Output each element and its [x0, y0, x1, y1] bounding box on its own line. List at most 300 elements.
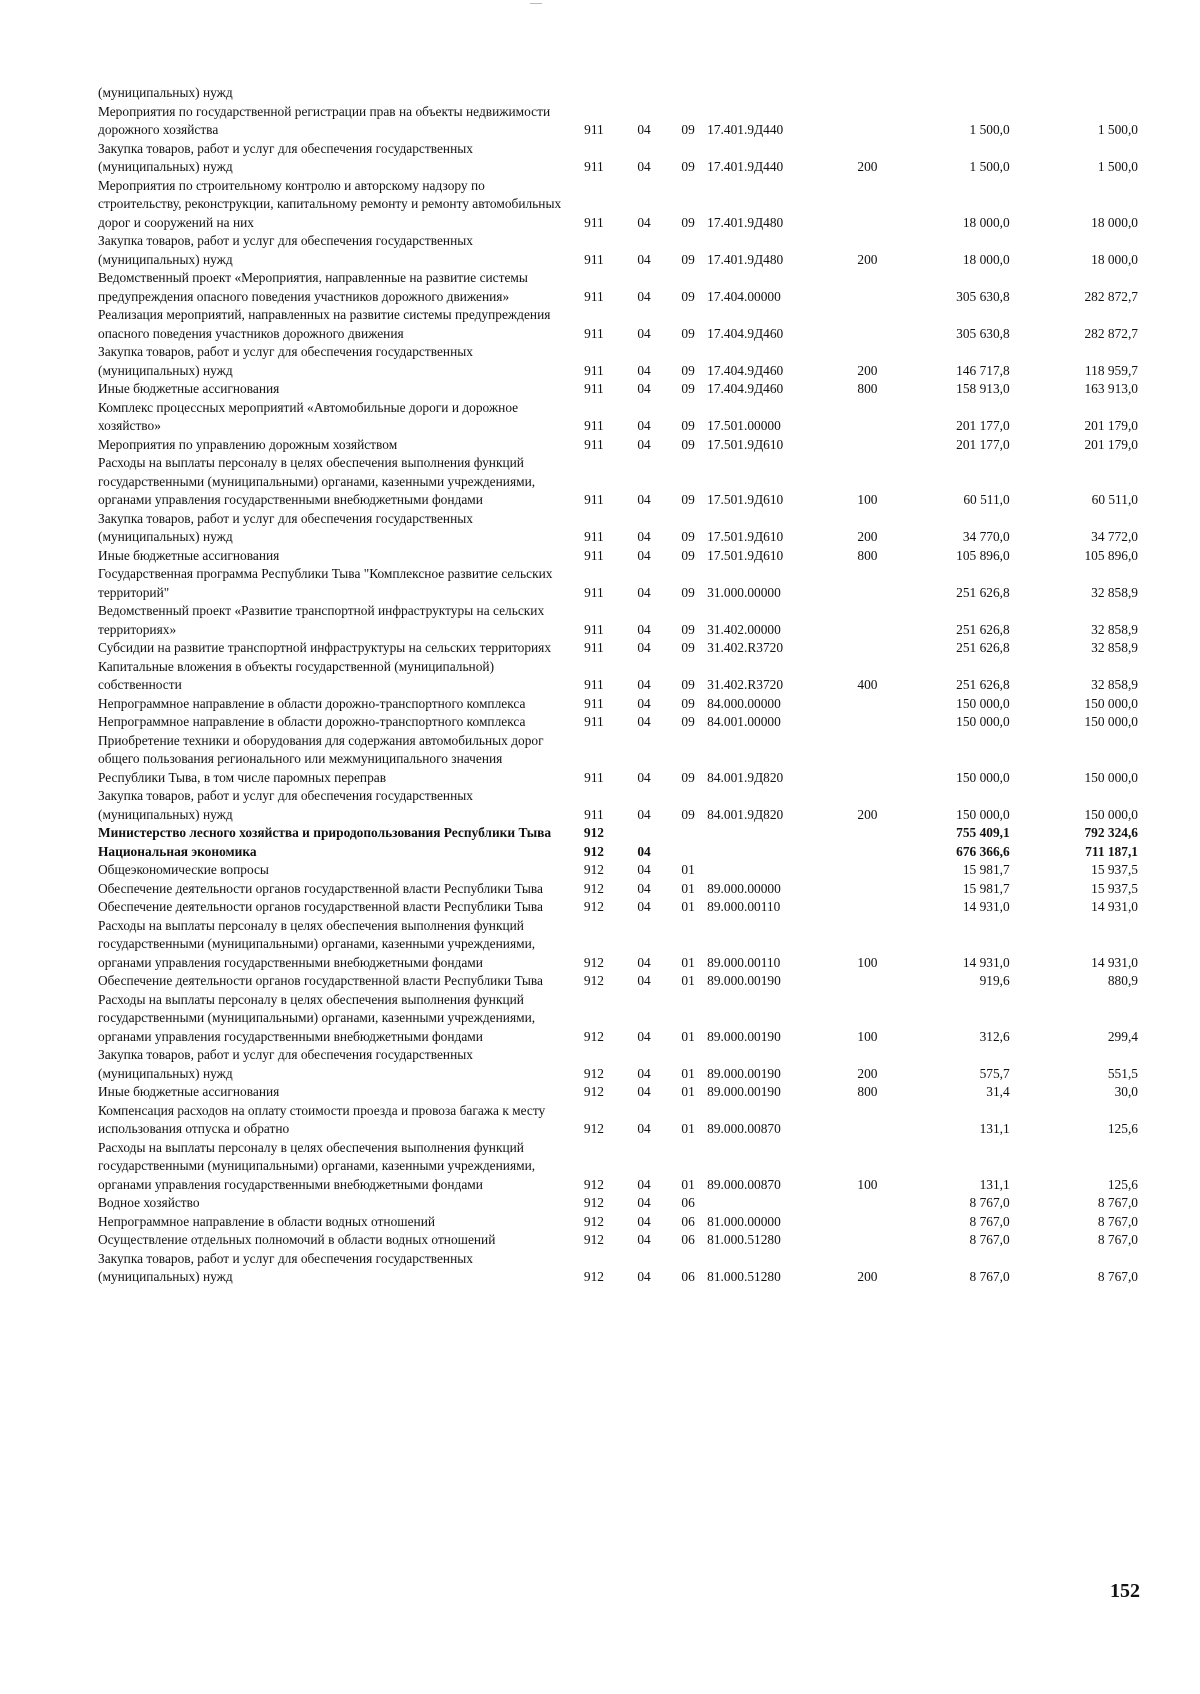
target-article-code — [707, 1194, 847, 1213]
row-name: Закупка товаров, работ и услуг для обеспечения государственных (муниципальных) нужд — [98, 788, 473, 822]
table-row — [98, 713, 1138, 732]
row-name: Приобретение техники и оборудования для содержания автомобильных дорог общего пользования регионального или межмуниципального значения Республики Тыва, в том числе паромных переправ — [98, 732, 544, 785]
subsection-code: 09 — [681, 418, 695, 433]
target-article-code: 89.000.00110 — [707, 899, 781, 914]
sum-year-1: 131,1 — [979, 1121, 1010, 1136]
sum-year-1: 305 630,8 — [956, 288, 1010, 304]
ministry-code: 911 — [584, 529, 604, 544]
sum-year-2: 1 500,0 — [1097, 122, 1138, 137]
row-name: Обеспечение деятельности органов государственной власти Республики Тыва — [98, 899, 543, 914]
subsection-code: 09 — [681, 695, 695, 711]
row-name: Расходы на выплаты персоналу в целях обеспечения выполнения функций государственными (муниципальными) органами, казенными учреждениями, органами управления государственными внебюджетными фондами — [98, 1139, 536, 1192]
sum-year-1: 150 000,0 — [956, 714, 1010, 729]
expense-type-code — [847, 732, 887, 788]
section-code: 04 — [637, 251, 651, 267]
table-row — [98, 861, 1138, 880]
ministry-code: 911 — [584, 640, 604, 655]
budget-table-body — [98, 84, 1138, 1287]
section-code: 04 — [637, 714, 651, 729]
subsection-code: 01 — [681, 880, 695, 896]
section-code: 04 — [637, 362, 651, 378]
row-name: Компенсация расходов на оплату стоимости проезда и провоза багажа к месту использования отпуска и обратно — [98, 1102, 546, 1136]
sum-year-1: 15 981,7 — [962, 862, 1010, 877]
subsection-code: 06 — [681, 1213, 695, 1229]
target-article-code: 17.501.9Д610 — [707, 492, 784, 507]
subsection-code: 09 — [681, 381, 695, 396]
subsection-code: 01 — [681, 1028, 695, 1044]
sum-year-2: 150 000,0 — [1084, 806, 1138, 822]
ministry-code: 911 — [584, 362, 604, 378]
subsection-code: 09 — [681, 806, 695, 822]
ministry-code: 912 — [583, 899, 604, 914]
section-code: 04 — [637, 547, 651, 563]
sum-year-2: 32 858,9 — [1091, 621, 1138, 637]
expense-type-code — [847, 269, 887, 306]
target-article-code: 81.000.00000 — [707, 1213, 781, 1229]
row-name: Министерство лесного хозяйства и природопользования Республики Тыва — [98, 825, 552, 840]
sum-year-2: 551,5 — [1107, 1065, 1138, 1081]
section-code — [619, 824, 669, 843]
sum-year-1: 8 767,0 — [969, 1213, 1010, 1229]
ministry-code: 911 — [584, 251, 604, 267]
sum-year-2: 125,6 — [1107, 1176, 1138, 1192]
sum-year-1: 150 000,0 — [956, 806, 1010, 822]
sum-year-1: 1 500,0 — [969, 122, 1010, 137]
table-row — [98, 177, 1138, 233]
expense-type-code: 100 — [857, 1028, 878, 1044]
scan-artifact — [530, 3, 542, 4]
target-article-code: 89.000.00190 — [707, 1084, 781, 1099]
ministry-code: 912 — [583, 1065, 604, 1081]
table-row — [98, 602, 1138, 639]
sum-year-2: 880,9 — [1107, 973, 1138, 988]
ministry-code: 912 — [583, 1028, 604, 1044]
target-article-code: 84.001.9Д820 — [707, 806, 784, 822]
sum-year-2: 18 000,0 — [1091, 214, 1138, 230]
subsection-code: 09 — [681, 436, 695, 452]
ministry-code: 911 — [584, 288, 604, 304]
target-article-code: 31.402.R3720 — [707, 640, 784, 655]
row-name: Расходы на выплаты персоналу в целях обеспечения выполнения функций государственными (муниципальными) органами, казенными учреждениями, органами управления государственными внебюджетными фондами — [98, 991, 536, 1044]
sum-year-1: 676 366,6 — [956, 843, 1010, 859]
sum-year-1: 201 177,0 — [956, 436, 1010, 452]
sum-year-1: 14 931,0 — [962, 899, 1010, 914]
target-article-code: 84.000.00000 — [707, 695, 781, 711]
sum-year-2: 163 913,0 — [1084, 381, 1138, 396]
row-name: Расходы на выплаты персоналу в целях обеспечения выполнения функций государственными (муниципальными) органами, казенными учреждениями, органами управления государственными внебюджетными фондами — [98, 917, 536, 970]
ministry-code: 912 — [583, 1232, 604, 1247]
expense-type-code — [847, 824, 887, 843]
section-code: 04 — [637, 381, 651, 396]
target-article-code: 17.401.9Д480 — [707, 251, 784, 267]
section-code: 04 — [637, 1232, 651, 1247]
row-name: Капитальные вложения в объекты государственной (муниципальной) собственности — [98, 658, 495, 692]
row-name: Закупка товаров, работ и услуг для обеспечения государственных (муниципальных) нужд — [98, 510, 473, 544]
table-row — [98, 454, 1138, 510]
subsection-code: 06 — [681, 1269, 695, 1284]
target-article-code: 89.000.00000 — [707, 880, 781, 896]
table-row — [98, 140, 1138, 177]
target-article-code: 17.401.9Д440 — [707, 122, 784, 137]
sum-year-2: 32 858,9 — [1091, 640, 1138, 655]
sum-year-2: 8 767,0 — [1097, 1195, 1138, 1210]
ministry-code: 911 — [584, 547, 604, 563]
ministry-code: 912 — [583, 862, 604, 877]
table-row — [98, 1102, 1138, 1139]
expense-type-code — [847, 861, 887, 880]
sum-year-1: 251 626,8 — [956, 621, 1010, 637]
sum-year-1: 251 626,8 — [956, 640, 1010, 655]
row-name: Закупка товаров, работ и услуг для обеспечения государственных (муниципальных) нужд — [98, 233, 473, 267]
sum-year-1: 201 177,0 — [956, 418, 1010, 433]
sum-year-2: 8 767,0 — [1097, 1232, 1138, 1247]
continuation-row — [98, 84, 1138, 103]
subsection-code: 09 — [681, 640, 695, 655]
table-row — [98, 103, 1138, 140]
table-row — [98, 787, 1138, 824]
target-article-code: 17.404.9Д460 — [707, 381, 784, 396]
row-name: Обеспечение деятельности органов государственной власти Республики Тыва — [98, 973, 543, 988]
subsection-code: 09 — [681, 492, 695, 507]
sum-year-1: 18 000,0 — [962, 251, 1010, 267]
table-row — [98, 1083, 1138, 1102]
ministry-code: 911 — [584, 621, 604, 637]
target-article-code: 89.000.00110 — [707, 954, 781, 970]
section-code: 04 — [637, 1195, 651, 1210]
section-code: 04 — [637, 1028, 651, 1044]
row-name: Закупка товаров, работ и услуг для обеспечения государственных (муниципальных) нужд — [98, 344, 473, 378]
sum-year-1: 131,1 — [979, 1176, 1010, 1192]
sum-year-2: 201 179,0 — [1084, 436, 1138, 452]
sum-year-2: 1 500,0 — [1097, 159, 1138, 174]
table-row — [98, 232, 1138, 269]
subsection-code: 01 — [681, 862, 695, 877]
ministry-code: 912 — [583, 1195, 604, 1210]
expense-type-code: 100 — [857, 954, 878, 970]
section-code: 04 — [637, 640, 651, 655]
table-row — [98, 306, 1138, 343]
expense-type-code — [847, 602, 887, 639]
target-article-code — [707, 861, 847, 880]
section-code: 04 — [637, 973, 651, 988]
expense-type-code — [847, 306, 887, 343]
subsection-code: 01 — [681, 973, 695, 988]
target-article-code: 17.501.00000 — [707, 418, 781, 433]
subsection-code: 01 — [681, 899, 695, 914]
ministry-code: 912 — [583, 1269, 604, 1284]
sum-year-1: 60 511,0 — [963, 492, 1010, 507]
table-row — [98, 880, 1138, 899]
target-article-code: 17.404.9Д460 — [707, 362, 784, 378]
ministry-code: 911 — [584, 159, 604, 174]
section-code: 04 — [637, 769, 651, 785]
ministry-code: 912 — [583, 954, 604, 970]
section-code: 04 — [637, 1213, 651, 1229]
expense-type-code — [847, 177, 887, 233]
sum-year-1: 14 931,0 — [962, 954, 1010, 970]
subsection-code: 09 — [681, 769, 695, 785]
expense-type-code — [847, 1231, 887, 1250]
subsection-code — [669, 824, 707, 843]
table-row — [98, 824, 1138, 843]
subsection-code: 01 — [681, 1084, 695, 1099]
table-row — [98, 547, 1138, 566]
target-article-code: 89.000.00190 — [707, 973, 781, 988]
sum-year-1: 312,6 — [979, 1028, 1010, 1044]
target-article-code: 84.001.00000 — [707, 714, 781, 729]
section-code: 04 — [637, 214, 651, 230]
ministry-code: 911 — [584, 325, 604, 341]
sum-year-1: 105 896,0 — [956, 547, 1010, 563]
row-name: Непрограммное направление в области дорожно-транспортного комплекса — [98, 714, 526, 729]
section-code: 04 — [637, 1176, 651, 1192]
section-code: 04 — [637, 677, 651, 692]
expense-type-code: 200 — [857, 1065, 878, 1081]
sum-year-2: 14 931,0 — [1091, 954, 1138, 970]
target-article-code: 84.001.9Д820 — [707, 769, 784, 785]
table-row — [98, 436, 1138, 455]
ministry-code: 912 — [583, 1121, 604, 1136]
target-article-code: 17.501.9Д610 — [707, 529, 784, 544]
table-row — [98, 917, 1138, 973]
section-code: 04 — [637, 954, 651, 970]
row-name: Осуществление отдельных полномочий в области водных отношений — [98, 1232, 496, 1247]
budget-table — [98, 84, 1138, 1287]
sum-year-2: 8 767,0 — [1097, 1213, 1138, 1229]
ministry-code: 911 — [584, 122, 604, 137]
table-row — [98, 399, 1138, 436]
section-code: 04 — [637, 288, 651, 304]
target-article-code: 17.401.9Д480 — [707, 214, 784, 230]
sum-year-2: 30,0 — [1114, 1084, 1138, 1099]
section-code: 04 — [637, 621, 651, 637]
subsection-code: 09 — [681, 677, 695, 692]
sum-year-2: 15 937,5 — [1091, 880, 1138, 896]
sum-year-2: 201 179,0 — [1084, 418, 1138, 433]
subsection-code: 09 — [681, 621, 695, 637]
sum-year-2: 18 000,0 — [1091, 251, 1138, 267]
expense-type-code: 100 — [857, 1176, 878, 1192]
subsection-code: 01 — [681, 1065, 695, 1081]
subsection-code: 01 — [681, 954, 695, 970]
expense-type-code: 800 — [857, 381, 878, 396]
row-name: Мероприятия по строительному контролю и авторскому надзору по строительству, реконструкции, капитальному ремонту и ремонту автомобильных дорог и сооружений на них — [98, 177, 562, 230]
table-row — [98, 695, 1138, 714]
section-code: 04 — [637, 529, 651, 544]
expense-type-code: 200 — [857, 529, 878, 544]
sum-year-2: 150 000,0 — [1084, 695, 1138, 711]
sum-year-2: 32 858,9 — [1091, 677, 1138, 692]
sum-year-2: 792 324,6 — [1084, 825, 1138, 840]
row-name: Обеспечение деятельности органов государственной власти Республики Тыва — [98, 880, 543, 896]
subsection-code: 09 — [681, 159, 695, 174]
sum-year-2: 150 000,0 — [1084, 769, 1138, 785]
expense-type-code — [847, 898, 887, 917]
row-name: Реализация мероприятий, направленных на развитие системы предупреждения опасного поведения участников дорожного движения — [98, 307, 551, 341]
ministry-code: 911 — [584, 584, 604, 600]
target-article-code: 31.000.00000 — [707, 584, 781, 600]
row-name: Непрограммное направление в области дорожно-транспортного комплекса — [98, 695, 526, 711]
ministry-code: 912 — [583, 880, 604, 896]
ministry-code: 911 — [584, 769, 604, 785]
target-article-code: 17.501.9Д610 — [707, 436, 784, 452]
row-name: Иные бюджетные ассигнования — [98, 381, 280, 396]
row-name: Расходы на выплаты персоналу в целях обеспечения выполнения функций государственными (муниципальными) органами, казенными учреждениями, органами управления государственными внебюджетными фондами — [98, 455, 536, 507]
target-article-code: 17.401.9Д440 — [707, 159, 784, 174]
row-name: Субсидии на развитие транспортной инфраструктуры на сельских территориях — [98, 640, 552, 655]
sum-year-2: 105 896,0 — [1084, 547, 1138, 563]
ministry-code: 912 — [583, 825, 604, 840]
target-article-code — [707, 843, 847, 862]
expense-type-code: 200 — [857, 1269, 878, 1284]
section-code: 04 — [637, 1269, 651, 1284]
expense-type-code: 200 — [857, 362, 878, 378]
expense-type-code: 200 — [857, 251, 878, 267]
sum-year-2: 15 937,5 — [1091, 862, 1138, 877]
target-article-code — [707, 824, 847, 843]
row-name: Закупка товаров, работ и услуг для обеспечения государственных (муниципальных) нужд — [98, 1250, 473, 1284]
target-article-code: 81.000.51280 — [707, 1232, 781, 1247]
subsection-code: 09 — [681, 584, 695, 600]
sum-year-1: 15 981,7 — [962, 880, 1010, 896]
sum-year-1: 305 630,8 — [956, 325, 1010, 341]
subsection-code: 01 — [681, 1176, 695, 1192]
subsection-code: 09 — [681, 547, 695, 563]
subsection-code: 09 — [681, 714, 695, 729]
row-name: Комплекс процессных мероприятий «Автомобильные дороги и дорожное хозяйство» — [98, 399, 519, 433]
expense-type-code — [847, 695, 887, 714]
section-code: 04 — [637, 584, 651, 600]
table-row — [98, 1231, 1138, 1250]
sum-year-2: 118 959,7 — [1084, 362, 1138, 378]
expense-type-code — [847, 713, 887, 732]
expense-type-code — [847, 880, 887, 899]
sum-year-1: 251 626,8 — [956, 677, 1010, 692]
sum-year-1: 146 717,8 — [956, 362, 1010, 378]
expense-type-code — [847, 972, 887, 991]
sum-year-1: 575,7 — [979, 1065, 1010, 1081]
section-code: 04 — [637, 1121, 651, 1136]
sum-year-2: 34 772,0 — [1091, 529, 1138, 544]
sum-year-2: 282 872,7 — [1084, 288, 1138, 304]
ministry-code: 911 — [584, 806, 604, 822]
ministry-code: 911 — [584, 381, 604, 396]
target-article-code: 89.000.00190 — [707, 1028, 781, 1044]
subsection-code: 09 — [681, 251, 695, 267]
table-row — [98, 510, 1138, 547]
section-code: 04 — [637, 122, 651, 137]
sum-year-1: 919,6 — [979, 973, 1010, 988]
row-name: Ведомственный проект «Развитие транспортной инфраструктуры на сельских территориях» — [98, 603, 545, 637]
subsection-code: 09 — [681, 529, 695, 544]
ministry-code: 911 — [584, 714, 604, 729]
expense-type-code — [847, 103, 887, 140]
ministry-code: 911 — [584, 677, 604, 692]
section-code: 04 — [637, 899, 651, 914]
section-code: 04 — [637, 436, 651, 452]
table-row — [98, 1046, 1138, 1083]
ministry-code: 912 — [583, 1084, 604, 1099]
sum-year-2: 32 858,9 — [1091, 584, 1138, 600]
table-row — [98, 269, 1138, 306]
table-row — [98, 972, 1138, 991]
subsection-code — [669, 843, 707, 862]
expense-type-code — [847, 436, 887, 455]
expense-type-code — [847, 639, 887, 658]
target-article-code: 17.404.9Д460 — [707, 325, 784, 341]
section-code: 04 — [637, 806, 651, 822]
table-row — [98, 1250, 1138, 1287]
row-name: Мероприятия по управлению дорожным хозяйством — [98, 436, 398, 452]
subsection-code: 09 — [681, 362, 695, 378]
row-name: Государственная программа Республики Тыва "Комплексное развитие сельских территорий" — [98, 566, 553, 600]
section-code: 04 — [637, 862, 651, 877]
section-code: 04 — [637, 843, 651, 859]
table-row — [98, 380, 1138, 399]
sum-year-2: 711 187,1 — [1085, 843, 1138, 859]
sum-year-2: 125,6 — [1107, 1121, 1138, 1136]
expense-type-code — [847, 1194, 887, 1213]
row-name: Закупка товаров, работ и услуг для обеспечения государственных (муниципальных) нужд — [98, 1047, 473, 1081]
section-code: 04 — [637, 1084, 651, 1099]
subsection-code: 06 — [681, 1232, 695, 1247]
sum-year-1: 251 626,8 — [956, 584, 1010, 600]
sum-year-1: 31,4 — [986, 1084, 1010, 1099]
target-article-code: 17.404.00000 — [707, 288, 781, 304]
subsection-code: 06 — [681, 1195, 695, 1210]
table-row — [98, 843, 1138, 862]
table-row — [98, 565, 1138, 602]
expense-type-code: 400 — [857, 677, 878, 692]
budget-page — [98, 84, 1138, 1287]
sum-year-1: 150 000,0 — [956, 695, 1010, 711]
row-name: Мероприятия по государственной регистрации прав на объекты недвижимости дорожного хозяйства — [98, 103, 551, 137]
sum-year-2: 60 511,0 — [1091, 492, 1138, 507]
subsection-code: 09 — [681, 214, 695, 230]
target-article-code: 89.000.00870 — [707, 1176, 781, 1192]
continuation-text: (муниципальных) нужд — [98, 85, 233, 100]
sum-year-1: 8 767,0 — [969, 1195, 1010, 1210]
sum-year-2: 282 872,7 — [1084, 325, 1138, 341]
sum-year-1: 18 000,0 — [962, 214, 1010, 230]
expense-type-code — [847, 1102, 887, 1139]
expense-type-code: 800 — [857, 1084, 878, 1099]
section-code: 04 — [637, 159, 651, 174]
expense-type-code: 200 — [857, 159, 878, 174]
target-article-code: 31.402.00000 — [707, 621, 781, 637]
sum-year-1: 755 409,1 — [956, 825, 1010, 840]
section-code: 04 — [637, 880, 651, 896]
ministry-code: 911 — [584, 436, 604, 452]
row-name: Иные бюджетные ассигнования — [98, 1084, 280, 1099]
table-row — [98, 1139, 1138, 1195]
table-row — [98, 898, 1138, 917]
row-name: Иные бюджетные ассигнования — [98, 547, 280, 563]
section-code: 04 — [637, 418, 651, 433]
ministry-code: 911 — [584, 492, 604, 507]
row-name: Общеэкономические вопросы — [98, 862, 269, 877]
row-name: Ведомственный проект «Мероприятия, направленные на развитие системы предупреждения опасного поведения участников дорожного движения» — [98, 270, 528, 304]
table-row — [98, 639, 1138, 658]
sum-year-1: 1 500,0 — [969, 159, 1010, 174]
expense-type-code: 800 — [857, 547, 878, 563]
target-article-code: 17.501.9Д610 — [707, 547, 784, 563]
sum-year-1: 8 767,0 — [969, 1232, 1010, 1247]
sum-year-2: 14 931,0 — [1091, 899, 1138, 914]
expense-type-code — [847, 843, 887, 862]
ministry-code: 911 — [584, 418, 604, 433]
subsection-code: 09 — [681, 122, 695, 137]
